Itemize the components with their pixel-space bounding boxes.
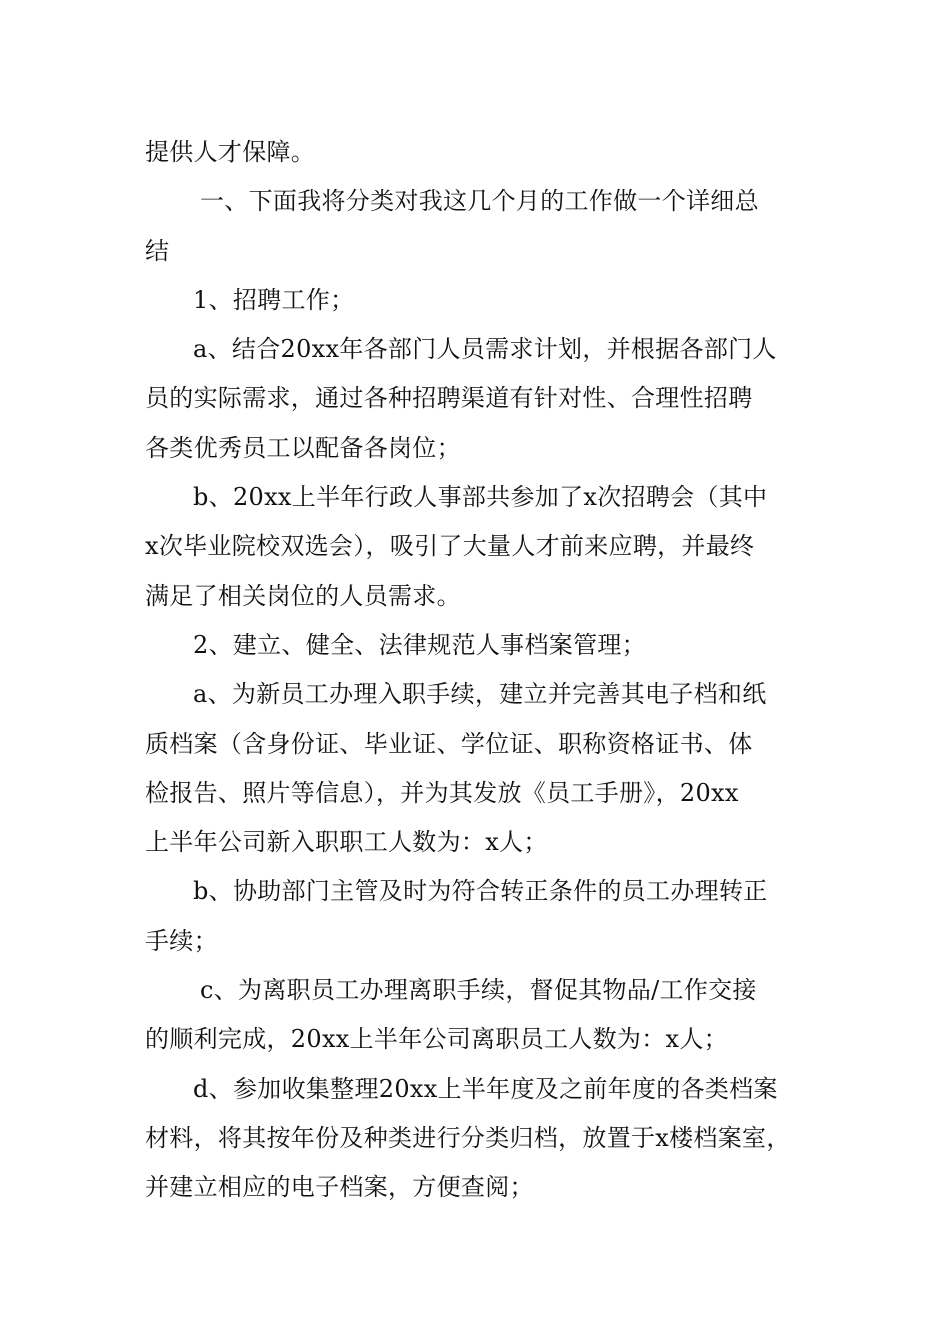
- paragraph-line: 各类优秀员工以配备各岗位；: [145, 433, 461, 462]
- paragraph-line: 满足了相关岗位的人员需求。: [145, 581, 461, 610]
- paragraph-line: 员的实际需求，通过各种招聘渠道有针对性、合理性招聘: [145, 384, 753, 413]
- paragraph-line: 的顺利完成，20xx上半年公司离职员工人数为：x人；: [145, 1025, 728, 1054]
- paragraph-line: 质档案（含身份证、毕业证、学位证、职称资格证书、体: [145, 729, 753, 758]
- document-body: [145, 128, 810, 1213]
- paragraph-line: 材料，将其按年份及种类进行分类归档，放置于x楼档案室，: [145, 1123, 791, 1152]
- paragraph-line: a、结合20xx年各部门人员需求计划，并根据各部门人: [193, 335, 777, 364]
- paragraph-line: 检报告、照片等信息），并为其发放《员工手册》，20xx: [145, 778, 739, 807]
- paragraph-line: c、为离职员工办理离职手续，督促其物品/工作交接: [200, 976, 757, 1005]
- subsection-heading-archives: 2、建立、健全、法律规范人事档案管理；: [193, 630, 646, 659]
- paragraph-line: b、20xx上半年行政人事部共参加了x次招聘会（其中: [193, 483, 768, 512]
- paragraph-line: 结: [145, 236, 170, 265]
- paragraph-line: a、为新员工办理入职手续，建立并完善其电子档和纸: [193, 680, 767, 709]
- paragraph-line: 手续；: [145, 926, 218, 955]
- section-heading: 一、下面我将分类对我这几个月的工作做一个详细总: [200, 187, 759, 216]
- subsection-heading-recruitment: 1、招聘工作；: [193, 285, 355, 314]
- paragraph-line: 并建立相应的电子档案，方便查阅；: [145, 1173, 534, 1202]
- paragraph-line: d、参加收集整理20xx上半年度及之前年度的各类档案: [193, 1074, 778, 1103]
- paragraph-line: 提供人才保障。: [145, 138, 316, 166]
- paragraph-line: 上半年公司新入职职工人数为：x人；: [145, 828, 548, 857]
- paragraph-line: b、协助部门主管及时为符合转正条件的员工办理转正: [193, 877, 768, 906]
- paragraph-line: x次毕业院校双选会），吸引了大量人才前来应聘，并最终: [145, 532, 755, 561]
